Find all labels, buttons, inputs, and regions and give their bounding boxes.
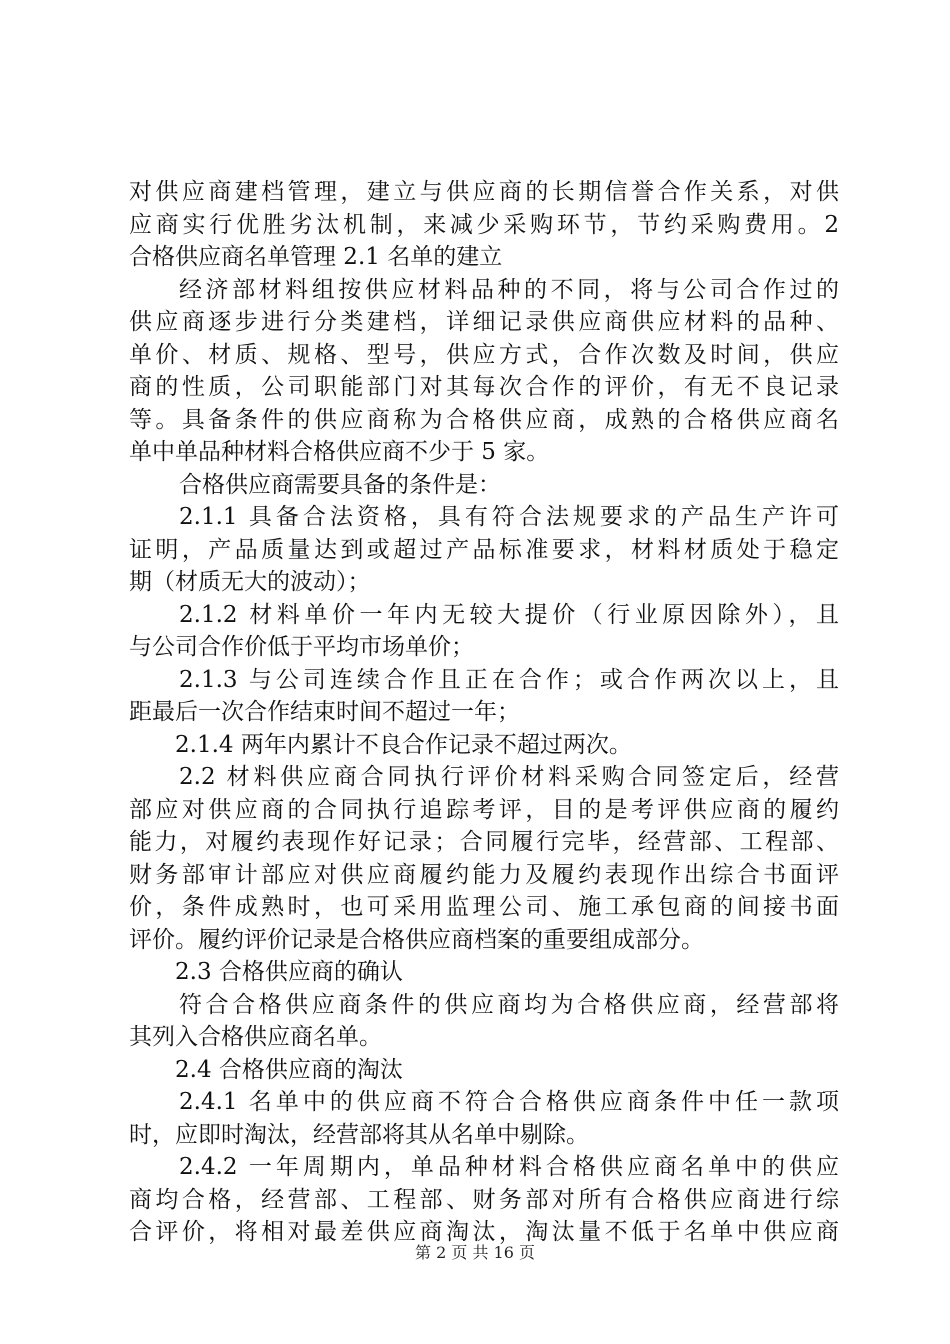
text-line-content: 2.4 合格供应商的淘汰 xyxy=(175,1056,403,1083)
text-line-content: 能力，对履约表现作好记录；合同履行完毕，经营部、工程部、 xyxy=(129,829,839,855)
text-line xyxy=(129,1151,839,1184)
text-line xyxy=(129,436,839,469)
text-line-content: 2.3 合格供应商的确认 xyxy=(175,959,403,985)
text-line-content: 供应商逐步进行分类建档，详细记录供应商供应材料的品种、 xyxy=(129,309,839,335)
text-line-content: 2.4.1 名单中的供应商不符合合格供应商条件中任一款项 xyxy=(179,1089,839,1115)
text-line xyxy=(129,371,839,404)
text-line xyxy=(129,924,839,957)
text-line-content: 2.1.3 与公司连续合作且正在合作；或合作两次以上，且 xyxy=(179,666,839,693)
text-line xyxy=(129,989,839,1022)
text-line-content: 2.2 材料供应商合同执行评价材料采购合同签定后，经营 xyxy=(179,764,839,790)
text-line-content: 与公司合作价低于平均市场单价； xyxy=(129,634,474,660)
text-line-content: 应商实行优胜劣汰机制，来减少采购环节，节约采购费用。2 xyxy=(129,211,839,238)
text-line xyxy=(129,534,839,567)
text-line-content: 期（材质无大的波动）； xyxy=(129,569,371,595)
text-line xyxy=(129,404,839,437)
text-line-content: 合评价，将相对最差供应商淘汰，淘汰量不低于名单中供应商 xyxy=(129,1219,839,1245)
text-line-content: 评价。履约评价记录是合格供应商档案的重要组成部分。 xyxy=(129,926,704,953)
text-line xyxy=(129,1184,839,1217)
text-line xyxy=(129,306,839,339)
text-line xyxy=(129,176,839,209)
text-line xyxy=(129,241,839,274)
text-line xyxy=(129,956,839,989)
text-line-content: 财务部审计部应对供应商履约能力及履约表现作出综合书面评 xyxy=(129,861,839,888)
text-line-content: 等。具备条件的供应商称为合格供应商，成熟的合格供应商名 xyxy=(129,406,839,433)
text-line xyxy=(129,631,839,664)
text-line-content: 对供应商建档管理，建立与供应商的长期信誉合作关系，对供 xyxy=(129,179,839,205)
text-line-content: 经济部材料组按供应材料品种的不同，将与公司合作过的 xyxy=(179,276,839,303)
text-line xyxy=(129,274,839,307)
text-line xyxy=(129,1119,839,1152)
text-line-content: 部应对供应商的合同执行追踪考评，目的是考评供应商的履约 xyxy=(129,796,839,823)
document-body xyxy=(129,176,839,1249)
text-line xyxy=(129,1054,839,1087)
text-line-content: 2.1.1 具备合法资格，具有符合法规要求的产品生产许可 xyxy=(179,504,839,530)
text-line xyxy=(129,469,839,502)
text-line xyxy=(129,599,839,632)
text-line xyxy=(129,209,839,242)
text-line-content: 合格供应商名单管理 2.1 名单的建立 xyxy=(129,244,503,270)
text-line-content: 合格供应商需要具备的条件是： xyxy=(179,471,501,498)
text-line xyxy=(129,826,839,859)
text-line-content: 2.1.4 两年内累计不良合作记录不超过两次。 xyxy=(175,731,632,758)
text-line-content: 时，应即时淘汰，经营部将其从名单中剔除。 xyxy=(129,1121,589,1148)
text-line-content: 商的性质，公司职能部门对其每次合作的评价，有无不良记录 xyxy=(129,374,839,400)
text-line xyxy=(129,794,839,827)
text-line-content: 符合合格供应商条件的供应商均为合格供应商，经营部将 xyxy=(179,991,839,1018)
text-line xyxy=(129,761,839,794)
text-line-content: 其列入合格供应商名单。 xyxy=(129,1024,382,1050)
text-line-content: 2.4.2 一年周期内，单品种材料合格供应商名单中的供应 xyxy=(179,1154,839,1180)
text-line xyxy=(129,729,839,762)
text-line-content: 2.1.2 材料单价一年内无较大提价（行业原因除外），且 xyxy=(179,601,839,628)
text-line xyxy=(129,891,839,924)
text-line xyxy=(129,1086,839,1119)
text-line-content: 单中单品种材料合格供应商不少于 5 家。 xyxy=(129,439,550,465)
page-number-footer: 第 2 页 共 16 页 xyxy=(415,1243,535,1262)
text-line xyxy=(129,859,839,892)
text-line xyxy=(129,501,839,534)
text-line xyxy=(129,1021,839,1054)
text-line-content: 商均合格，经营部、工程部、财务部对所有合格供应商进行综 xyxy=(129,1186,839,1213)
text-line-content: 价，条件成熟时，也可采用监理公司、施工承包商的间接书面 xyxy=(129,894,839,920)
text-line xyxy=(129,664,839,697)
text-line-content: 单价、材质、规格、型号，供应方式，合作次数及时间，供应 xyxy=(129,341,839,368)
text-line-content: 证明，产品质量达到或超过产品标准要求，材料材质处于稳定 xyxy=(129,536,839,563)
text-line xyxy=(129,696,839,729)
text-line-content: 距最后一次合作结束时间不超过一年； xyxy=(129,699,520,725)
text-line xyxy=(129,566,839,599)
text-line xyxy=(129,339,839,372)
